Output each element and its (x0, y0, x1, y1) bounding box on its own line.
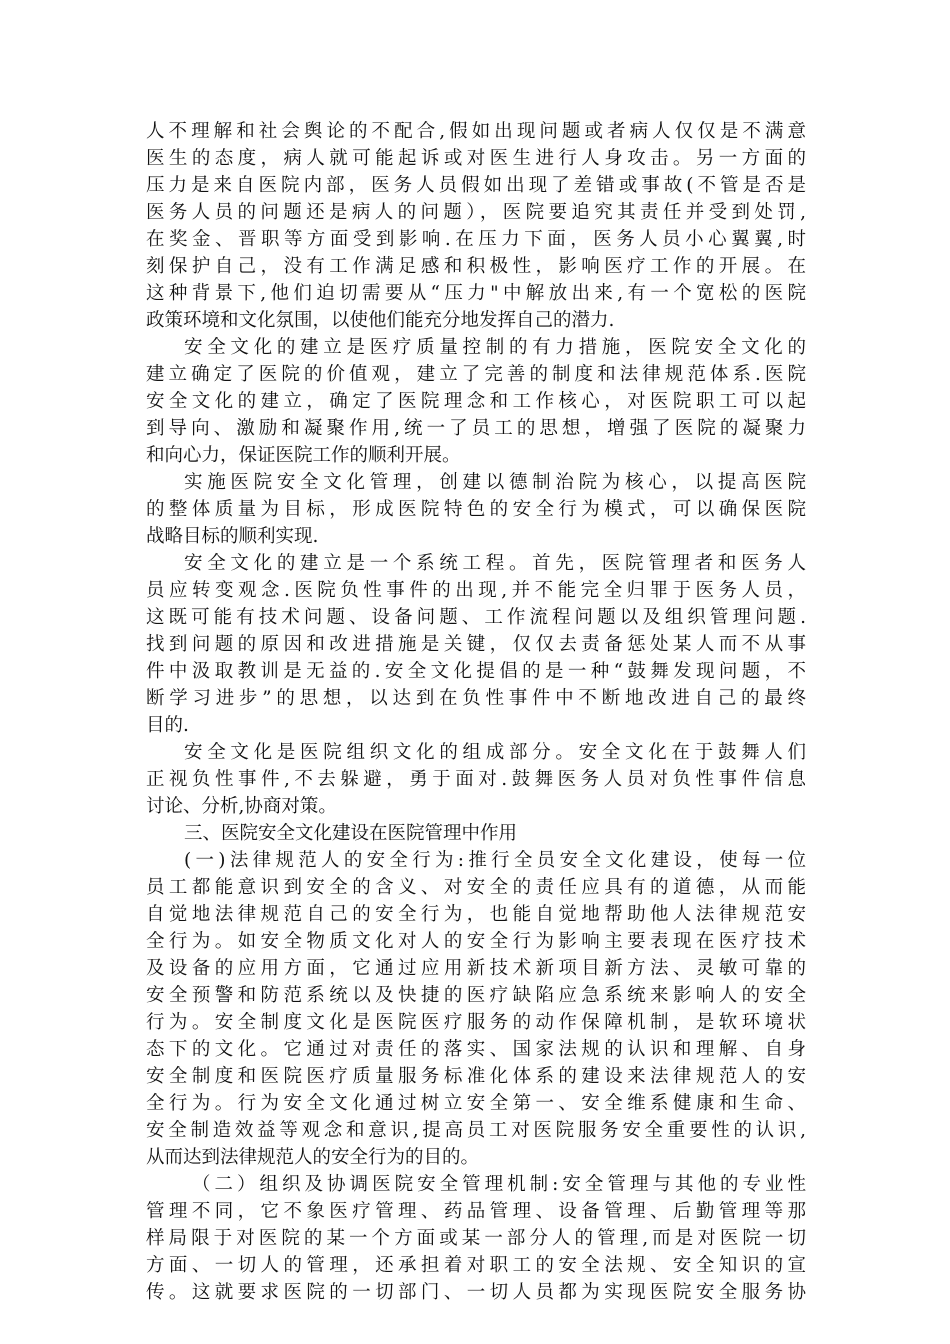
paragraph (146, 550, 806, 739)
text-line: 目的. (146, 715, 189, 736)
text-line: 安全文化是医院组织文化的组成部分。安全文化在于鼓舞人们 (184, 742, 806, 763)
text-line: 医生的态度，病人就可能起诉或对医生进行人身攻击。另一方面的 (146, 148, 806, 169)
text-line: 从而达到法律规范人的安全行为的目的。 (146, 1147, 480, 1168)
document-page (146, 118, 806, 1306)
text-line: 在奖金、晋职等方面受到影响.在压力下面，医务人员小心翼翼,时 (146, 229, 806, 250)
text-line: 刻保护自己，没有工作满足感和积极性，影响医疗工作的开展。在 (146, 256, 806, 277)
text-line: 安全制造效益等观念和意识,提高员工对医院服务安全重要性的认识, (146, 1120, 806, 1141)
paragraph (146, 847, 806, 1171)
text-line: 员工都能意识到安全的含义、对安全的责任应具有的道德，从而能 (146, 877, 806, 898)
heading-line: 三、医院安全文化建设在医院管理中作用 (184, 823, 518, 844)
text-line: 安全制度和医院医疗质量服务标准化体系的建设来法律规范人的安 (146, 1066, 806, 1087)
text-line: 压力是来自医院内部，医务人员假如出现了差错或事故(不管是否是 (146, 175, 806, 196)
text-line: 态下的文化。它通过对责任的落实、国家法规的认识和理解、自身 (146, 1039, 806, 1060)
text-line: 政策环境和文化氛围，以使他们能充分地发挥自己的潜力. (146, 310, 615, 331)
text-line: 实施医院安全文化管理，创建以德制治院为核心，以提高医院 (184, 472, 806, 493)
text-line: 件中汲取教训是无益的.安全文化提倡的是一种“鼓舞发现问题，不 (146, 661, 806, 682)
paragraph (146, 118, 806, 334)
text-line: 和向心力，保证医院工作的顺利开展。 (146, 445, 461, 466)
text-line: 自觉地法律规范自己的安全行为，也能自觉地帮助他人法律规范安 (146, 904, 806, 925)
paragraph (146, 1171, 806, 1306)
text-line: 这既可能有技术问题、设备问题、工作流程问题以及组织管理问题. (146, 607, 806, 628)
text-line: 的整体质量为目标，形成医院特色的安全行为模式，可以确保医院 (146, 499, 806, 520)
section-heading (146, 820, 806, 847)
text-line: 断学习进步”的思想，以达到在负性事件中不断地改进自己的最终 (146, 688, 806, 709)
text-line: 这种背景下,他们迫切需要从“压力"中解放出来,有一个宽松的医院 (146, 283, 806, 304)
paragraph (146, 334, 806, 469)
text-line: (一)法律规范人的安全行为:推行全员安全文化建设，使每一位 (184, 850, 806, 871)
text-line: 及设备的应用方面，它通过应用新技术新项目新方法、灵敏可靠的 (146, 958, 806, 979)
text-line: 全行为。如安全物质文化对人的安全行为影响主要表现在医疗技术 (146, 931, 806, 952)
text-line: 安全文化的建立是一个系统工程。首先，医院管理者和医务人 (184, 553, 806, 574)
text-line: 讨论、分析,协商对策。 (146, 796, 337, 817)
text-line: 样局限于对医院的某一个方面或某一部分人的管理,而是对医院一切 (146, 1228, 806, 1249)
text-line: 找到问题的原因和改进措施是关键，仅仅去责备惩处某人而不从事 (146, 634, 806, 655)
paragraph (146, 739, 806, 820)
text-line: 安全文化的建立，确定了医院理念和工作核心，对医院职工可以起 (146, 391, 806, 412)
text-line: 方面、一切人的管理，还承担着对职工的安全法规、安全知识的宣 (146, 1255, 806, 1276)
text-line: 战略目标的顺利实现. (146, 526, 319, 547)
text-line: 管理不同，它不象医疗管理、药品管理、设备管理、后勤管理等那 (146, 1201, 806, 1222)
text-line: 安全预警和防范系统以及快捷的医疗缺陷应急系统来影响人的安全 (146, 985, 806, 1006)
paragraph (146, 469, 806, 550)
text-line: 正视负性事件,不去躲避，勇于面对.鼓舞医务人员对负性事件信息 (146, 769, 806, 790)
text-line: 到导向、激励和凝聚作用,统一了员工的思想，增强了医院的凝聚力 (146, 418, 806, 439)
text-line: 行为。安全制度文化是医院医疗服务的动作保障机制，是软环境状 (146, 1012, 806, 1033)
text-line: 人不理解和社会舆论的不配合,假如出现问题或者病人仅仅是不满意 (146, 121, 806, 142)
text-line: 建立确定了医院的价值观，建立了完善的制度和法律规范体系.医院 (146, 364, 806, 385)
text-line: 医务人员的问题还是病人的问题），医院要追究其责任并受到处罚, (146, 202, 806, 223)
text-line: 员应转变观念.医院负性事件的出现,并不能完全归罪于医务人员， (146, 580, 806, 601)
text-line: 传。这就要求医院的一切部门、一切人员都为实现医院安全服务协 (146, 1282, 806, 1303)
text-line: 全行为。行为安全文化通过树立安全第一、安全维系健康和生命、 (146, 1093, 806, 1114)
text-line: （二）组织及协调医院安全管理机制:安全管理与其他的专业性 (192, 1174, 806, 1195)
text-line: 安全文化的建立是医疗质量控制的有力措施，医院安全文化的 (184, 337, 806, 358)
